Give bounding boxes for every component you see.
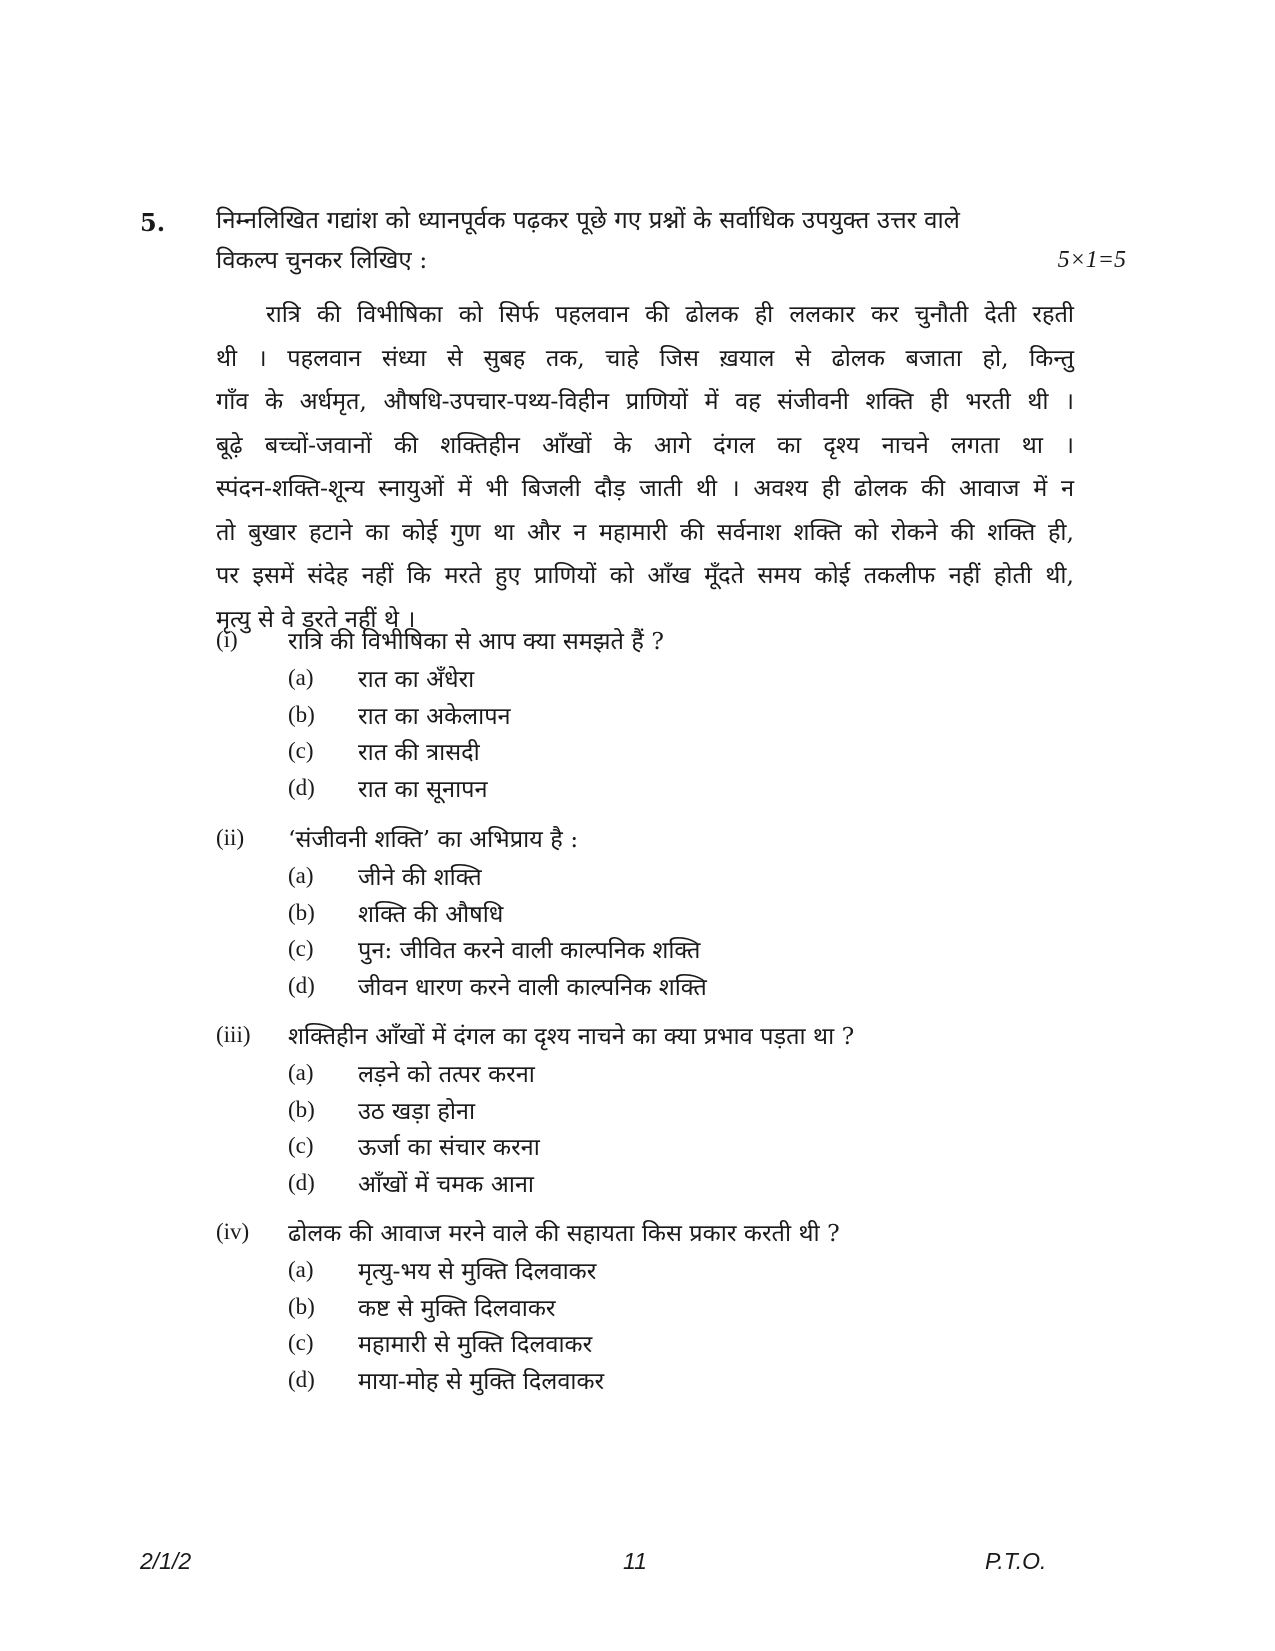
option-b [216,1289,1076,1326]
option-a [216,1055,1076,1092]
option-text: रात का अकेलापन [358,701,511,730]
subquestion-stem [216,1015,1076,1055]
option-label: (b) [288,899,315,925]
option-label: (a) [288,665,314,691]
option-label: (a) [288,1060,314,1086]
option-b [216,697,1076,734]
option-a [216,1252,1076,1289]
subquestion-stem [216,818,1076,858]
subquestion-number: (iii) [216,1022,251,1047]
option-label: (a) [288,1257,314,1283]
option-label: (a) [288,863,314,889]
option-text: माया-मोह से मुक्ति दिलवाकर [358,1366,605,1395]
subquestion-text: ‘संजीवनी शक्ति’ का अभिप्राय है : [288,825,579,853]
option-c [216,733,1076,770]
subquestion-1 [216,620,1076,806]
option-text: शक्ति की औषधि [358,899,504,928]
option-label: (b) [288,701,315,727]
page-footer [0,1548,1275,1588]
subquestion-4 [216,1212,1076,1398]
paper-code: 2/1/2 [140,1548,192,1574]
option-text: लड़ने को तत्पर करना [358,1060,535,1089]
passage [216,293,1074,641]
option-label: (c) [288,1330,314,1356]
option-label: (d) [288,774,315,800]
question-instruction [216,200,1126,280]
option-a [216,660,1076,697]
subquestion-text: ढोलक की आवाज मरने वाले की सहायता किस प्रकार करती थी ? [288,1219,840,1247]
marks-allocation: 5×1=5 [1057,247,1126,273]
passage-line: गाँव के अर्धमृत, औषधि-उपचार-पथ्य-विहीन प्राणियों में वह संजीवनी शक्ति ही भरती थी । [216,387,1074,415]
option-text: कष्ट से मुक्ति दिलवाकर [358,1293,556,1322]
option-text: जीवन धारण करने वाली काल्पनिक शक्ति [358,972,707,1001]
subquestion-text: शक्तिहीन आँखों में दंगल का दृश्य नाचने का क्या प्रभाव पड़ता था ? [288,1022,855,1050]
option-b [216,895,1076,932]
page-number: 11 [623,1548,647,1574]
option-text: ऊर्जा का संचार करना [358,1133,540,1162]
option-text: उठ खड़ा होना [358,1096,476,1125]
passage-line: रात्रि की विभीषिका को सिर्फ पहलवान की ढोलक ही ललकार कर चुनौती देती रहती [266,300,1074,328]
option-c [216,1325,1076,1362]
option-text: मृत्यु-भय से मुक्ति दिलवाकर [358,1257,597,1286]
subquestion-3 [216,1015,1076,1201]
passage-line: स्पंदन-शक्ति-शून्य स्नायुओं में भी बिजली दौड़ जाती थी । अवश्य ही ढोलक की आवाज में न [216,474,1074,502]
passage-line: थी । पहलवान संध्या से सुबह तक, चाहे जिस ख़याल से ढोलक बजाता हो, किन्तु [216,343,1074,372]
option-d [216,968,1076,1005]
pto-label: P.T.O. [985,1548,1047,1574]
subquestion-stem [216,1212,1076,1252]
subquestion-stem [216,620,1076,660]
option-text: रात का अँधेरा [358,665,475,694]
option-c [216,1128,1076,1165]
instruction-line-2: विकल्प चुनकर लिखिए : [216,246,428,274]
option-d [216,1165,1076,1202]
option-label: (c) [288,738,314,764]
option-text: आँखों में चमक आना [358,1169,534,1198]
option-label: (c) [288,936,314,962]
subquestion-2 [216,818,1076,1004]
option-label: (d) [288,1366,315,1392]
option-label: (b) [288,1293,315,1319]
passage-line: पर इसमें संदेह नहीं कि मरते हुए प्राणियों को आँख मूँदते समय कोई तकलीफ नहीं होती थी, [216,561,1074,589]
option-text: रात का सूनापन [358,774,488,803]
option-d [216,770,1076,807]
option-d [216,1362,1076,1399]
option-label: (b) [288,1096,315,1122]
passage-line: बूढ़े बच्चों-जवानों की शक्तिहीन आँखों के आगे दंगल का दृश्य नाचने लगता था । [216,430,1074,459]
subquestion-number: (ii) [216,825,245,850]
option-b [216,1092,1076,1129]
instruction-line-2-row [216,240,1126,280]
subquestion-number: (i) [216,627,238,652]
option-text: पुन: जीवित करने वाली काल्पनिक शक्ति [358,936,701,965]
option-text: महामारी से मुक्ति दिलवाकर [358,1330,593,1359]
passage-line: तो बुखार हटाने का कोई गुण था और न महामारी की सर्वनाश शक्ति को रोकने की शक्ति ही, [216,517,1074,546]
option-c [216,931,1076,968]
subquestion-number: (iv) [216,1219,250,1244]
option-text: जीने की शक्ति [358,863,482,892]
option-a [216,858,1076,895]
option-text: रात की त्रासदी [358,738,480,767]
option-label: (d) [288,972,315,998]
instruction-line-1: निम्नलिखित गद्यांश को ध्यानपूर्वक पढ़कर पूछे गए प्रश्नों के सर्वाधिक उपयुक्त उत्तर वाले [216,206,960,234]
option-label: (c) [288,1133,314,1159]
subquestion-text: रात्रि की विभीषिका से आप क्या समझते हैं ? [288,627,664,655]
passage-line: मृत्यु से वे डरते नहीं थे । [216,604,416,633]
option-label: (d) [288,1169,315,1195]
question-number: 5. [140,208,166,237]
